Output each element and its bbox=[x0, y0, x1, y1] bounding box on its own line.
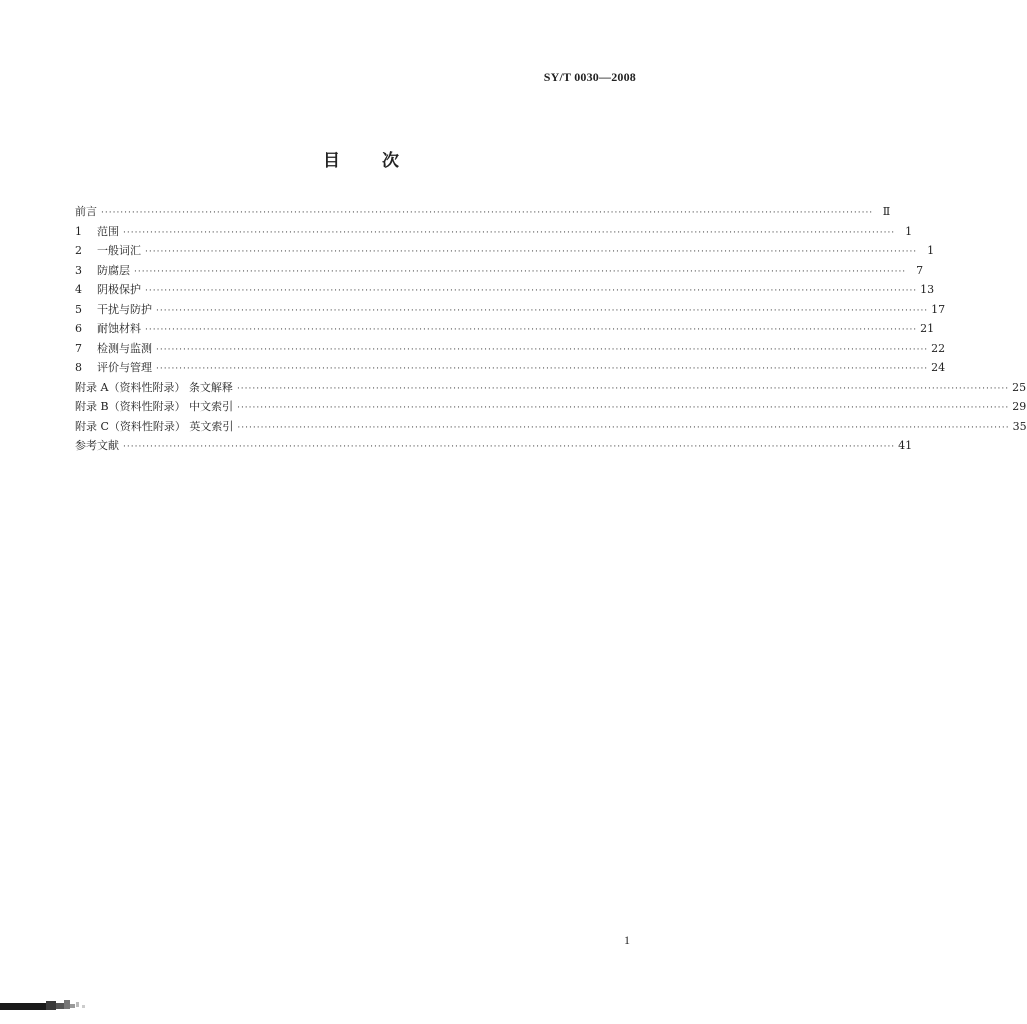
toc-entry-page: 21 bbox=[920, 322, 935, 335]
toc-entry bbox=[75, 261, 924, 281]
toc-leader-dots: ········································································································································································································ bbox=[237, 422, 1010, 433]
toc-entry-label: 干扰与防护 bbox=[97, 302, 152, 316]
standard-code: SY/T 0030—2008 bbox=[543, 70, 636, 84]
toc-entry bbox=[75, 241, 935, 261]
toc-entry bbox=[75, 222, 913, 242]
toc-entry bbox=[75, 339, 946, 359]
toc-entry-number: 7 bbox=[75, 341, 82, 355]
toc-leader-dots: ········································································································································································································ bbox=[101, 208, 874, 218]
toc-leader-dots: ········································································································································································································ bbox=[134, 266, 907, 277]
toc-entry bbox=[75, 378, 1027, 398]
toc-leader-dots: ········································································································································································································ bbox=[156, 344, 929, 355]
toc-entry-page: 29 bbox=[1012, 400, 1027, 413]
toc-entry-page: 25 bbox=[1012, 380, 1027, 394]
toc-entry-label: 评价与管理 bbox=[97, 361, 152, 374]
toc-entry bbox=[75, 397, 1027, 417]
toc-entry-page: 17 bbox=[931, 302, 946, 316]
scan-artifact-mark bbox=[0, 999, 92, 1012]
toc-leader-dots: ········································································································································································································ bbox=[123, 442, 896, 452]
toc-entry-page: 22 bbox=[931, 341, 946, 355]
toc-entry-label: 附录 B（资料性附录） 中文索引 bbox=[75, 400, 234, 413]
toc-entry-page: 1 bbox=[927, 244, 935, 257]
toc-leader-dots: ········································································································································································································ bbox=[237, 403, 1010, 413]
toc-entry-label: 附录 A（资料性附录） 条文解释 bbox=[75, 380, 233, 394]
toc-entry-page: 35 bbox=[1012, 419, 1027, 433]
toc-leader-dots: ········································································································································································································ bbox=[145, 247, 918, 257]
toc-leader-dots: ········································································································································································································ bbox=[145, 286, 918, 296]
toc-entry-label: 防腐层 bbox=[97, 263, 130, 277]
toc-entry-label: 范围 bbox=[97, 224, 119, 238]
toc-entry-label: 参考文献 bbox=[75, 439, 119, 452]
toc-entry bbox=[75, 202, 891, 222]
toc-leader-dots: ········································································································································································································ bbox=[156, 364, 929, 374]
toc-entry-number: 2 bbox=[75, 244, 82, 257]
toc-entry-number: 6 bbox=[75, 322, 82, 335]
toc-entry-page: 1 bbox=[905, 224, 913, 238]
toc-entry-label: 耐蚀材料 bbox=[97, 322, 141, 335]
toc-leader-dots: ········································································································································································································ bbox=[123, 227, 896, 238]
toc-entry-page: Ⅱ bbox=[882, 205, 891, 218]
toc-entry-page: 7 bbox=[916, 263, 924, 277]
toc-entry bbox=[75, 300, 946, 320]
toc-leader-dots: ········································································································································································································ bbox=[145, 325, 918, 335]
toc-entry-page: 41 bbox=[898, 439, 913, 452]
toc-entry-number: 8 bbox=[75, 361, 82, 374]
toc-entry-number: 5 bbox=[75, 302, 82, 316]
toc-entry-page: 13 bbox=[920, 283, 935, 296]
toc-entry-label: 附录 C（资料性附录） 英文索引 bbox=[75, 419, 234, 433]
page-title bbox=[0, 146, 722, 171]
toc-entry bbox=[75, 358, 946, 378]
toc-entry-number: 4 bbox=[75, 283, 82, 296]
toc-entry bbox=[75, 319, 935, 339]
title-char-1: 目 bbox=[323, 151, 340, 171]
toc-entry bbox=[75, 436, 913, 456]
page-number: 1 bbox=[624, 933, 630, 947]
toc-entry-number: 3 bbox=[75, 263, 82, 277]
toc-entry bbox=[75, 417, 1027, 437]
toc-entry-number: 1 bbox=[75, 224, 82, 238]
title-char-2: 次 bbox=[382, 151, 399, 171]
toc-entry-label: 前言 bbox=[75, 205, 97, 218]
toc-leader-dots: ········································································································································································································ bbox=[236, 383, 1010, 394]
table-of-contents bbox=[75, 202, 1027, 456]
toc-entry-page: 24 bbox=[931, 361, 946, 374]
toc-leader-dots: ········································································································································································································ bbox=[156, 305, 929, 316]
toc-entry bbox=[75, 280, 935, 300]
toc-entry-label: 一般词汇 bbox=[97, 244, 141, 257]
toc-entry-label: 检测与监测 bbox=[97, 341, 152, 355]
toc-entry-label: 阴极保护 bbox=[97, 283, 141, 296]
